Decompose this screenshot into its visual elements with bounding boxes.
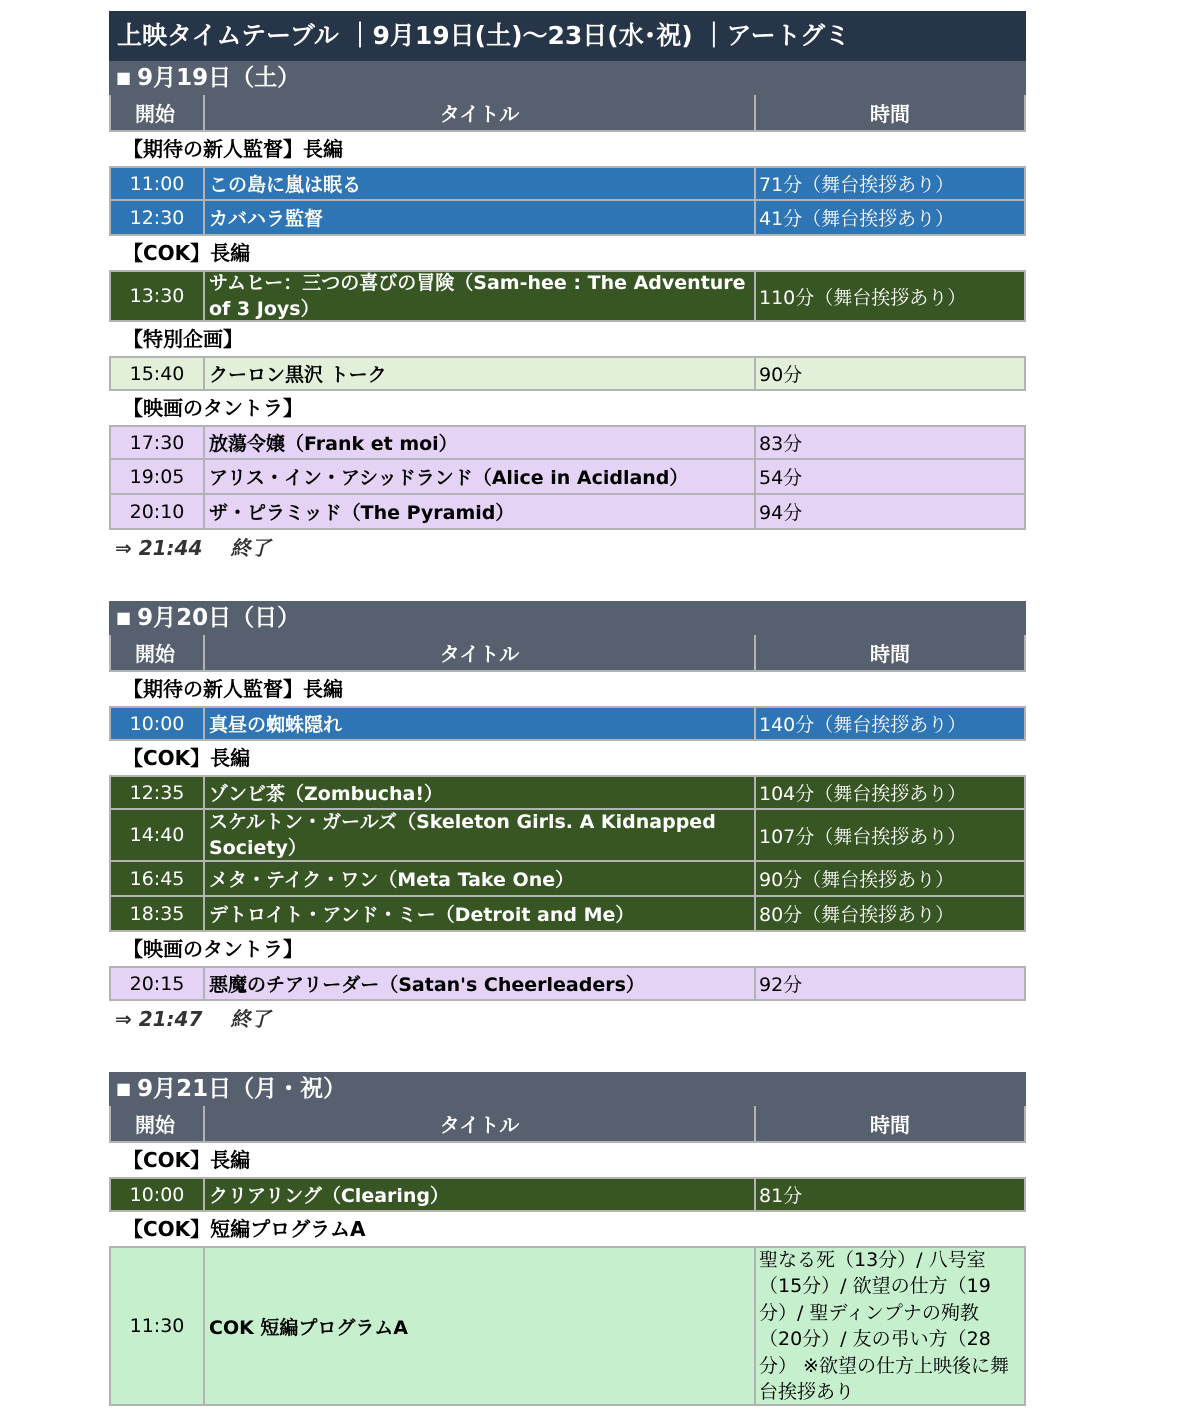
duration: 81分 [759, 1185, 803, 1207]
category-label: 【COK】長編 [123, 746, 251, 770]
day-date: 9月19日（土） [137, 65, 301, 91]
category-label: 【期待の新人監督】長編 [123, 677, 343, 701]
film-title: スケルトン・ガールズ（Skeleton Girls. A Kidnapped Society） [205, 810, 756, 860]
end-time-note [109, 530, 1026, 566]
screening-row [109, 356, 1026, 391]
end-label: 終了 [230, 1007, 271, 1031]
film-title: 悪魔のチアリーダー（Satan's Cheerleaders） [205, 968, 756, 999]
start-time: 11:00 [111, 168, 205, 199]
duration: 41分（舞台挨拶あり） [759, 208, 955, 230]
start-time: 15:40 [111, 358, 205, 389]
col-start-header: 開始 [111, 95, 205, 130]
col-duration-header: 時間 [870, 1113, 910, 1137]
screening-row [109, 495, 1026, 530]
square-bullet-icon: ■ [116, 1079, 132, 1098]
screening-row [109, 1177, 1026, 1212]
day-header [109, 601, 1026, 635]
day-date: 9月21日（月・祝） [137, 1076, 347, 1102]
duration: 71分（舞台挨拶あり） [759, 174, 955, 196]
duration: 80分（舞台挨拶あり） [759, 904, 955, 926]
screening-row [109, 862, 1026, 897]
screening-row [109, 706, 1026, 741]
screening-row [109, 270, 1026, 322]
duration: 83分 [759, 433, 803, 455]
start-time: 20:15 [111, 968, 205, 999]
start-time: 19:05 [111, 460, 205, 493]
column-header-row [109, 95, 1026, 132]
screening-row [109, 966, 1026, 1001]
duration: 107分（舞台挨拶あり） [759, 825, 967, 848]
duration: 110分（舞台挨拶あり） [759, 286, 967, 309]
screening-row [109, 460, 1026, 495]
day-header [109, 61, 1026, 95]
start-time: 20:10 [111, 495, 205, 528]
column-header-row [109, 1106, 1026, 1143]
col-duration-header: 時間 [870, 642, 910, 666]
column-header-row [109, 635, 1026, 672]
film-title: サムヒー：三つの喜びの冒険（Sam-hee : The Adventure of 3 Joys） [205, 272, 756, 320]
duration: 104分（舞台挨拶あり） [759, 783, 967, 805]
category-label: 【特別企画】 [123, 327, 243, 351]
film-title: ザ・ピラミッド（The Pyramid） [205, 495, 756, 528]
screening-row [109, 425, 1026, 460]
col-start-header: 開始 [111, 635, 205, 670]
duration: 聖なる死（13分）/ 八号室（15分）/ 欲望の仕方（19分）/ 聖ディンプナの殉教（20分）/ 友の弔い方（28分） ※欲望の仕方上映後に舞台挨拶あり [759, 1248, 1009, 1403]
start-time: 12:35 [111, 777, 205, 808]
timetable-title: 上映タイムテーブル ｜9月19日(土)～23日(水･祝) ｜アートグミ [109, 11, 1026, 61]
start-time: 16:45 [111, 862, 205, 895]
duration: 140分（舞台挨拶あり） [759, 714, 967, 736]
start-time: 14:40 [111, 810, 205, 860]
start-time: 10:00 [111, 708, 205, 739]
film-title: ゾンビ茶（Zombucha!） [205, 777, 756, 808]
col-start-header: 開始 [111, 1106, 205, 1141]
start-time: 11:30 [111, 1248, 205, 1404]
category-label: 【映画のタントラ】 [123, 937, 303, 961]
category-label: 【COK】長編 [123, 1148, 251, 1172]
square-bullet-icon: ■ [116, 608, 132, 627]
category-label: 【COK】長編 [123, 241, 251, 265]
col-title-header: タイトル [205, 635, 756, 670]
film-title: カバハラ監督 [205, 201, 756, 234]
screening-row [109, 810, 1026, 862]
film-title: アリス・イン・アシッドランド（Alice in Acidland） [205, 460, 756, 493]
screening-row [109, 897, 1026, 932]
day-date: 9月20日（日） [137, 605, 301, 631]
col-title-header: タイトル [205, 1106, 756, 1141]
category-label: 【期待の新人監督】長編 [123, 137, 343, 161]
timetable-sheet [109, 11, 1026, 1406]
col-duration-header: 時間 [870, 102, 910, 126]
duration: 92分 [759, 974, 803, 996]
film-title: COK 短編プログラムA [205, 1248, 756, 1404]
screening-row [109, 1246, 1026, 1406]
end-time-note [109, 1001, 1026, 1037]
screening-row [109, 201, 1026, 236]
film-title: メタ・テイク・ワン（Meta Take One） [205, 862, 756, 895]
day-header [109, 1072, 1026, 1106]
start-time: 13:30 [111, 272, 205, 320]
end-time: ⇒ 21:47 [115, 1007, 203, 1031]
film-title: 真昼の蜘蛛隠れ [205, 708, 756, 739]
category-label: 【映画のタントラ】 [123, 396, 303, 420]
square-bullet-icon: ■ [116, 68, 132, 87]
end-time: ⇒ 21:44 [115, 536, 203, 560]
duration: 94分 [759, 502, 803, 524]
duration: 90分 [759, 364, 803, 386]
film-title: デトロイト・アンド・ミー（Detroit and Me） [205, 897, 756, 930]
duration: 90分（舞台挨拶あり） [759, 869, 955, 891]
start-time: 10:00 [111, 1179, 205, 1210]
start-time: 18:35 [111, 897, 205, 930]
screening-row [109, 166, 1026, 201]
screening-row [109, 775, 1026, 810]
duration: 54分 [759, 467, 803, 489]
category-label: 【COK】短編プログラムA [123, 1217, 366, 1241]
start-time: 12:30 [111, 201, 205, 234]
film-title: この島に嵐は眠る [205, 168, 756, 199]
film-title: 放蕩令嬢（Frank et moi） [205, 427, 756, 458]
film-title: クーロン黒沢 トーク [205, 358, 756, 389]
col-title-header: タイトル [205, 95, 756, 130]
start-time: 17:30 [111, 427, 205, 458]
end-label: 終了 [230, 536, 271, 560]
film-title: クリアリング（Clearing） [205, 1179, 756, 1210]
